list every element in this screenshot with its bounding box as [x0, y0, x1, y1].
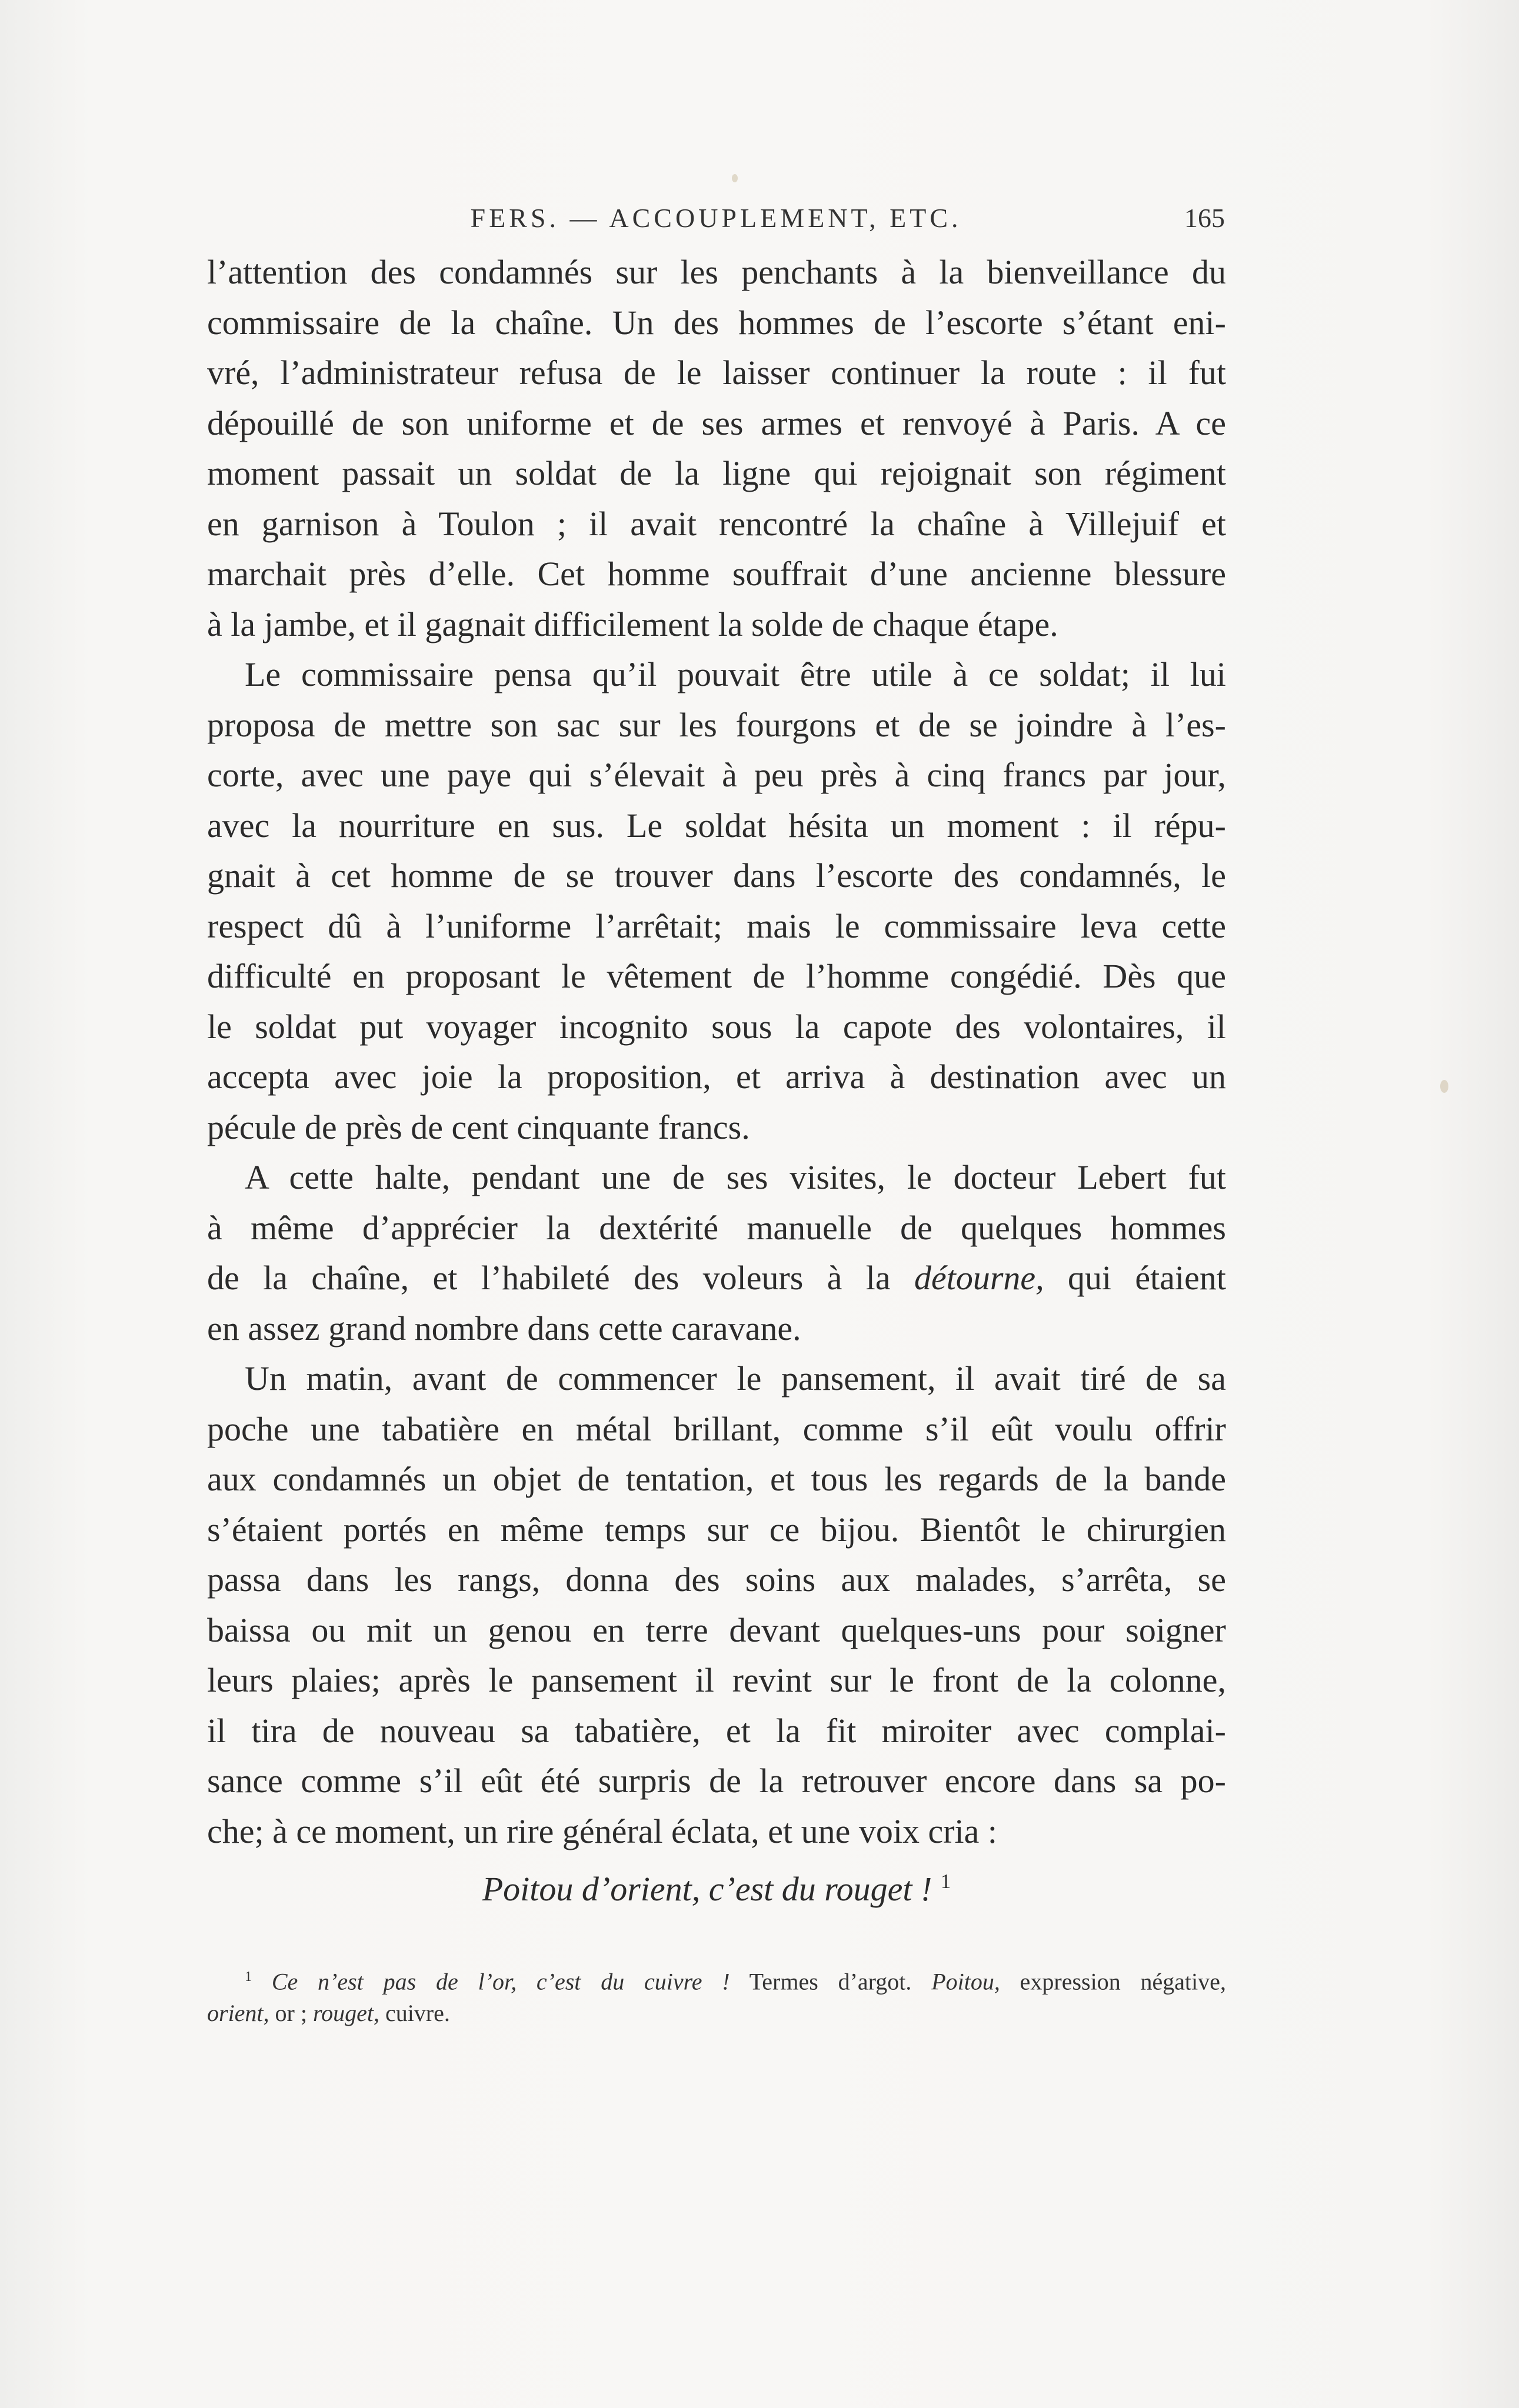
text-line: s’étaient portés en même temps sur ce bijou. Bientôt le chirurgien [207, 1510, 1226, 1549]
text-line: le soldat put voyager incognito sous la capote des volontaires, il [207, 1007, 1226, 1046]
paragraph-start-line: Un matin, avant de commencer le pansement, il avait tiré de sa [245, 1359, 1226, 1398]
text-line: che; à ce moment, un rire général éclata, et une voix cria : [207, 1812, 998, 1850]
footnote-line [207, 1959, 1226, 1995]
page-number: 165 [1184, 203, 1225, 233]
footnotes [207, 1959, 1226, 2032]
text-line: à la jambe, et il gagnait difficilement la solde de chaque étape. [207, 605, 1058, 643]
footnote-quote: Ce n’est pas de l’or, c’est du cuivre ! [271, 1968, 730, 1995]
text-line: gnait à cet homme de se trouver dans l’escorte des condamnés, le [207, 856, 1226, 895]
text-segment: qui étaient [1044, 1259, 1226, 1297]
text-line: l’attention des condamnés sur les penchants à la bienveillance du [207, 253, 1226, 291]
text-line: dépouillé de son uniforme et de ses armes et renvoyé à Paris. A ce [207, 403, 1226, 442]
paper-stain [1440, 1080, 1448, 1093]
paragraph-start-line: A cette halte, pendant une de ses visites, le docteur Lebert fut [245, 1158, 1226, 1196]
footnote-term: Poitou, [931, 1968, 1000, 1995]
text-line: poche une tabatière en métal brillant, comme s’il eût voulu offrir [207, 1409, 1226, 1448]
paper-stain [732, 174, 738, 182]
footnote-reference: 1 [940, 1870, 951, 1893]
text-line: commissaire de la chaîne. Un des hommes de l’escorte s’étant eni- [207, 303, 1226, 342]
verse-line [207, 1856, 1226, 1907]
text-line: en assez grand nombre dans cette caravane. [207, 1309, 801, 1348]
text-line: à même d’apprécier la dextérité manuelle de quelques hommes [207, 1208, 1226, 1247]
text-line: vré, l’administrateur refusa de le laisser continuer la route : il fut [207, 353, 1226, 392]
text-line: marchait près d’elle. Cet homme souffrait d’une ancienne blessure [207, 555, 1226, 593]
footnote-line [207, 1995, 1226, 2032]
text-line-with-italic [207, 1253, 1226, 1303]
paragraph-start-line: Le commissaire pensa qu’il pouvait être utile à ce soldat; il lui [245, 655, 1226, 693]
italic-term: détourne, [914, 1259, 1044, 1297]
footnote-text: cuivre. [379, 2000, 450, 2026]
text-line: leurs plaies; après le pansement il revint sur le front de la colonne, [207, 1661, 1226, 1699]
text-line: sance comme s’il eût été surpris de la retrouver encore dans sa po- [207, 1762, 1226, 1800]
text-line: aux condamnés un objet de tentation, et tous les regards de la bande [207, 1460, 1226, 1498]
text-line: avec la nourriture en sus. Le soldat hésita un moment : il répu- [207, 806, 1226, 845]
text-line: moment passait un soldat de la ligne qui rejoignait son régiment [207, 454, 1226, 492]
text-line: passa dans les rangs, donna des soins aux malades, s’arrêta, se [207, 1560, 1226, 1599]
text-line: respect dû à l’uniforme l’arrêtait; mais le commissaire leva cette [207, 906, 1226, 945]
text-line: accepta avec joie la proposition, et arriva à destination avec un [207, 1058, 1226, 1096]
text-line: baissa ou mit un genou en terre devant quelques-uns pour soigner [207, 1610, 1226, 1649]
footnote-text: or ; [269, 2000, 313, 2026]
footnote-term: orient, [207, 2000, 269, 2026]
text-line: en garnison à Toulon ; il avait rencontré la chaîne à Villejuif et [207, 504, 1226, 543]
body-text [207, 247, 1226, 1907]
running-head [207, 202, 1225, 244]
text-line: proposa de mettre son sac sur les fourgons et de se joindre à l’es- [207, 705, 1226, 744]
text-line: corte, avec une paye qui s’élevait à peu près à cinq francs par jour, [207, 756, 1226, 794]
text-line: pécule de près de cent cinquante francs. [207, 1108, 750, 1146]
verse-text: Poitou d’orient, c’est du rouget ! [482, 1869, 932, 1908]
text-line: il tira de nouveau sa tabatière, et la fit miroiter avec complai- [207, 1711, 1226, 1750]
running-title: FERS. — ACCOUPLEMENT, ETC. [470, 203, 962, 233]
footnote-text: expression négative, [1000, 1968, 1227, 1995]
footnote-text: Termes d’argot. [729, 1968, 932, 1995]
footnote-term: rouget, [312, 2000, 379, 2026]
text-segment: de la chaîne, et l’habileté des voleurs à la [207, 1259, 914, 1297]
text-line: difficulté en proposant le vêtement de l’homme congédié. Dès que [207, 957, 1226, 995]
footnote-mark: 1 [245, 1969, 252, 1985]
